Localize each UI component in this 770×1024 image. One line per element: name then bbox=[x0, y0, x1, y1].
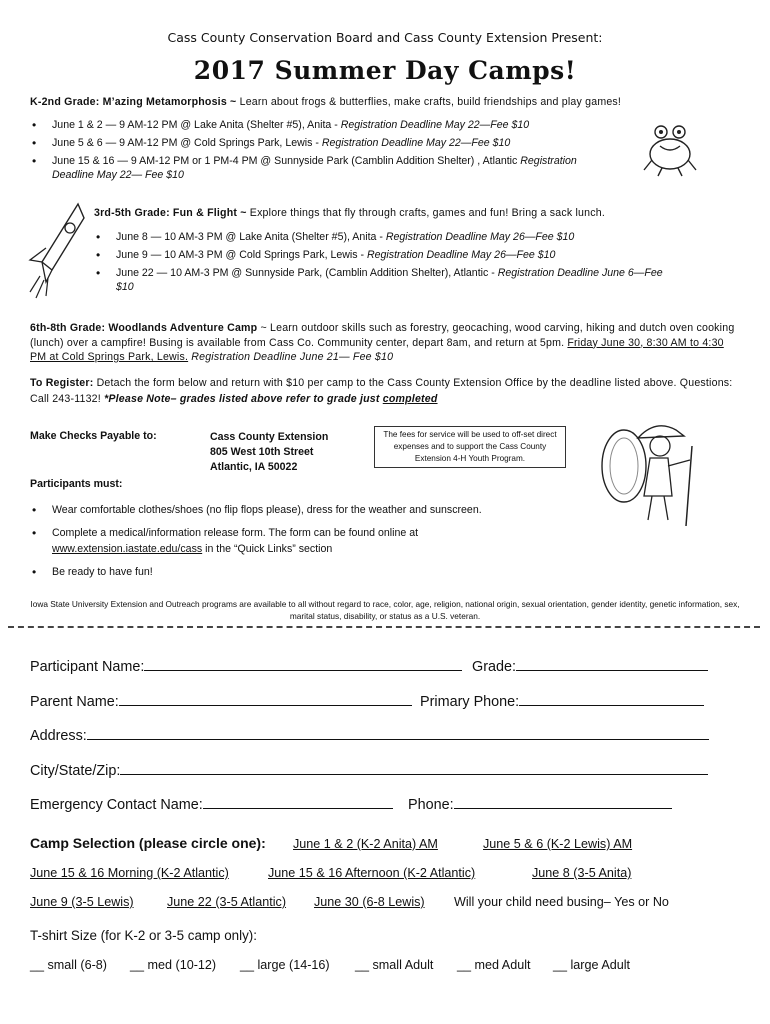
list-item: • June 5 & 6 — 9 AM-12 PM @ Cold Springs Park, Lewis - Registration Deadline May 22—Fee $10 bbox=[30, 136, 620, 150]
list-item: • June 9 — 10 AM-3 PM @ Cold Springs Park, Lewis - Registration Deadline May 26—Fee $10 bbox=[94, 248, 664, 262]
g35-desc: Explore things that fly through crafts, games and fun! Bring a sack lunch. bbox=[246, 207, 605, 219]
size-option[interactable]: __ med (10-12) bbox=[130, 958, 217, 972]
cut-line bbox=[8, 626, 760, 628]
header-text: Cass County Conservation Board and Cass County Extension Present: bbox=[167, 30, 603, 45]
city-state-zip-field[interactable]: City/State/Zip: bbox=[30, 760, 708, 779]
size-option[interactable]: __ med Adult bbox=[457, 958, 531, 972]
k2-section bbox=[30, 95, 750, 110]
list-item: • June 8 — 10 AM-3 PM @ Lake Anita (Shelter #5), Anita - Registration Deadline May 26—Fee $10 bbox=[94, 230, 664, 244]
register-note: *Please Note– grades listed above refer to grade just bbox=[104, 393, 383, 405]
g35-heading: 3rd-5th Grade: Fun & Flight ~ bbox=[94, 207, 247, 219]
size-option[interactable]: __ large (14-16) bbox=[240, 958, 330, 972]
register-section bbox=[30, 375, 742, 407]
primary-phone-field[interactable]: Primary Phone: bbox=[420, 691, 704, 710]
camp-option[interactable]: June 5 & 6 (K-2 Lewis) AM bbox=[483, 837, 633, 851]
address-field[interactable]: Address: bbox=[30, 725, 709, 744]
participant-name-field[interactable]: Participant Name: bbox=[30, 656, 462, 675]
participants-list bbox=[30, 503, 590, 583]
camp-option[interactable]: June 30 (6-8 Lewis) bbox=[314, 895, 425, 909]
g68-heading: 6th-8th Grade: Woodlands Adventure Camp bbox=[30, 322, 258, 334]
checks-address: Cass County Extension 805 West 10th Street Atlantic, IA 50022 bbox=[210, 431, 329, 473]
g35-section bbox=[94, 206, 754, 221]
size-option[interactable]: __ small (6-8) bbox=[30, 958, 107, 972]
register-text: Detach the form below and return with $10 per camp to the Cass County Extension Office by the deadline listed above. Questions: Call 243-1132! bbox=[30, 377, 733, 405]
list-item: • Wear comfortable clothes/shoes (no flip flops please), dress for the weather and sunscreen. bbox=[30, 503, 590, 517]
frog-icon bbox=[640, 118, 700, 178]
k2-desc: Learn about frogs & butterflies, make crafts, build friendships and play games! bbox=[236, 96, 622, 108]
camp-option[interactable]: June 15 & 16 Morning (K-2 Atlantic) bbox=[30, 866, 229, 880]
tshirt-label: T-shirt Size (for K-2 or 3-5 camp only): bbox=[30, 928, 257, 943]
rocket-icon bbox=[26, 200, 90, 300]
camp-option[interactable]: June 8 (3-5 Anita) bbox=[532, 866, 632, 880]
participants-label: Participants must: bbox=[30, 478, 123, 490]
camp-option[interactable]: June 22 (3-5 Atlantic) bbox=[167, 895, 287, 909]
g68-desc: ~ Learn outdoor skills such as forestry, geocaching, wood carving, hiking and dutch oven cooking (lunch) over a campfire! Busing is available from Cass Co. Community center, depart 8am, and return at 5pm. bbox=[30, 322, 735, 349]
list-item: • Complete a medical/information release form. The form can be found online at www.extension.iastate.edu/cass in the “Quick Links” section bbox=[30, 525, 590, 557]
k2-heading: K-2nd Grade: M’azing Metamorphosis ~ bbox=[30, 96, 237, 108]
g68-date: Friday June 30, 8:30 AM to 4:30 PM at Cold Springs Park, Lewis. bbox=[30, 336, 724, 363]
hiker-icon bbox=[594, 416, 714, 528]
phone-field[interactable]: Phone: bbox=[408, 794, 672, 813]
list-item: • June 1 & 2 — 9 AM-12 PM @ Lake Anita (Shelter #5), Anita - Registration Deadline May 22—Fee $10 bbox=[30, 118, 620, 132]
camp-option[interactable]: June 15 & 16 Afternoon (K-2 Atlantic) bbox=[268, 866, 476, 880]
list-item: • June 22 — 10 AM-3 PM @ Sunnyside Park, (Camblin Addition Shelter), Atlantic - Registration Deadline June 6—Fee $10 bbox=[94, 266, 664, 294]
g68-section bbox=[30, 321, 742, 365]
size-option[interactable]: __ small Adult bbox=[355, 958, 434, 972]
checks-label: Make Checks Payable to: bbox=[30, 430, 157, 442]
g68-deadline: Registration Deadline June 21— Fee $10 bbox=[188, 351, 394, 363]
camp-selection-label: Camp Selection (please circle one): bbox=[30, 835, 266, 851]
k2-list bbox=[30, 118, 620, 186]
size-option[interactable]: __ large Adult bbox=[553, 958, 631, 972]
list-item: • Be ready to have fun! bbox=[30, 565, 590, 579]
g35-list bbox=[94, 230, 664, 298]
disclaimer: Iowa State University Extension and Outreach programs are available to all without regard to race, color, age, religion, national origin, sexual orientation, gender identity, genetic information, sex, marital status, disability, or status as a U.S. veteran. bbox=[30, 599, 740, 621]
extension-link[interactable]: www.extension.iastate.edu/cass bbox=[52, 543, 203, 555]
camp-option[interactable]: June 1 & 2 (K-2 Anita) AM bbox=[293, 837, 438, 851]
camp-option[interactable]: June 9 (3-5 Lewis) bbox=[30, 895, 134, 909]
register-label: To Register: bbox=[30, 377, 94, 389]
busing-question[interactable]: Will your child need busing– Yes or No bbox=[454, 895, 669, 909]
emergency-contact-field[interactable]: Emergency Contact Name: bbox=[30, 794, 393, 813]
grade-field[interactable]: Grade: bbox=[472, 656, 708, 675]
fee-info-box: The fees for service will be used to off-set direct expenses and to support the Cass County Extension 4-H Youth Program. bbox=[374, 426, 566, 468]
list-item: • June 15 & 16 — 9 AM-12 PM or 1 PM-4 PM @ Sunnyside Park (Camblin Addition Shelter) , Atlantic Registration Deadline May 22— Fee $10 bbox=[30, 154, 620, 182]
parent-name-field[interactable]: Parent Name: bbox=[30, 691, 412, 710]
register-note-underline: completed bbox=[382, 393, 438, 405]
page-title: 2017 Summer Day Camps! bbox=[193, 56, 577, 85]
